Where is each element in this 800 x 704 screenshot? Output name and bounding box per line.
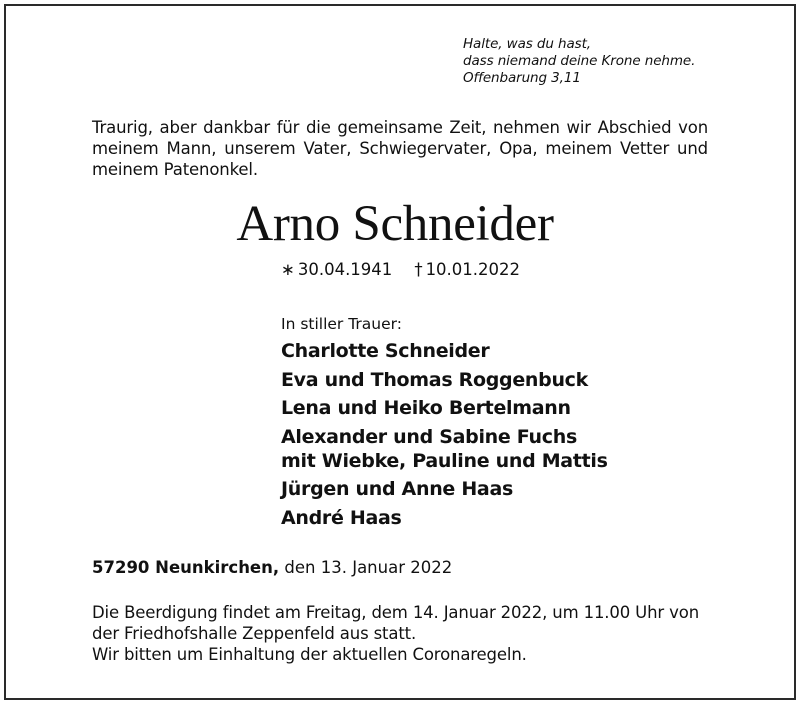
place-date-line — [92, 557, 452, 578]
mourner-name: Alexander und Sabine Fuchs — [281, 425, 577, 448]
burial-line: Wir bitten um Einhaltung der aktuellen Coronaregeln. — [92, 645, 527, 664]
intro-line: meinem Patenonkel. — [92, 160, 258, 179]
intro-line: meinem Mann, unserem Vater, Schwiegervater, Opa, meinem Vetter und — [92, 139, 708, 158]
intro-text — [92, 117, 708, 180]
notice-date: den 13. Januar 2022 — [284, 558, 453, 577]
mourner-name: Charlotte Schneider — [281, 340, 490, 362]
bible-quote — [463, 36, 695, 87]
death-date: 10.01.2022 — [425, 260, 521, 279]
mourner-name-sub: mit Wiebke, Pauline und Mattis — [281, 449, 608, 472]
mourner-name: André Haas — [281, 506, 402, 529]
mourner-name-group — [281, 425, 608, 473]
intro-line: Traurig, aber dankbar für die gemeinsame Zeit, nehmen wir Abschied von — [92, 118, 708, 137]
death-cross-icon: † — [414, 260, 423, 279]
mourner-name: Eva und Thomas Roggenbuck — [281, 368, 588, 391]
birth-date: 30.04.1941 — [297, 260, 393, 279]
place-location: 57290 Neunkirchen, — [92, 558, 280, 577]
quote-line: Halte, was du hast, — [463, 36, 591, 52]
quote-source: Offenbarung 3,11 — [463, 70, 581, 86]
mourner-name: Lena und Heiko Bertelmann — [281, 397, 571, 419]
burial-line: der Friedhofshalle Zeppenfeld aus statt. — [92, 624, 417, 643]
mourning-label: In stiller Trauer: — [281, 315, 402, 333]
burial-info — [92, 602, 699, 665]
mourner-name: Jürgen und Anne Haas — [281, 478, 513, 500]
mourners-list — [281, 339, 608, 534]
quote-line: dass niemand deine Krone nehme. — [463, 53, 696, 69]
birth-star-icon: ∗ — [281, 260, 295, 279]
life-dates — [281, 259, 520, 281]
burial-line: Die Beerdigung findet am Freitag, dem 14. Januar 2022, um 11.00 Uhr von — [92, 603, 700, 622]
deceased-name: Arno Schneider — [236, 196, 554, 252]
